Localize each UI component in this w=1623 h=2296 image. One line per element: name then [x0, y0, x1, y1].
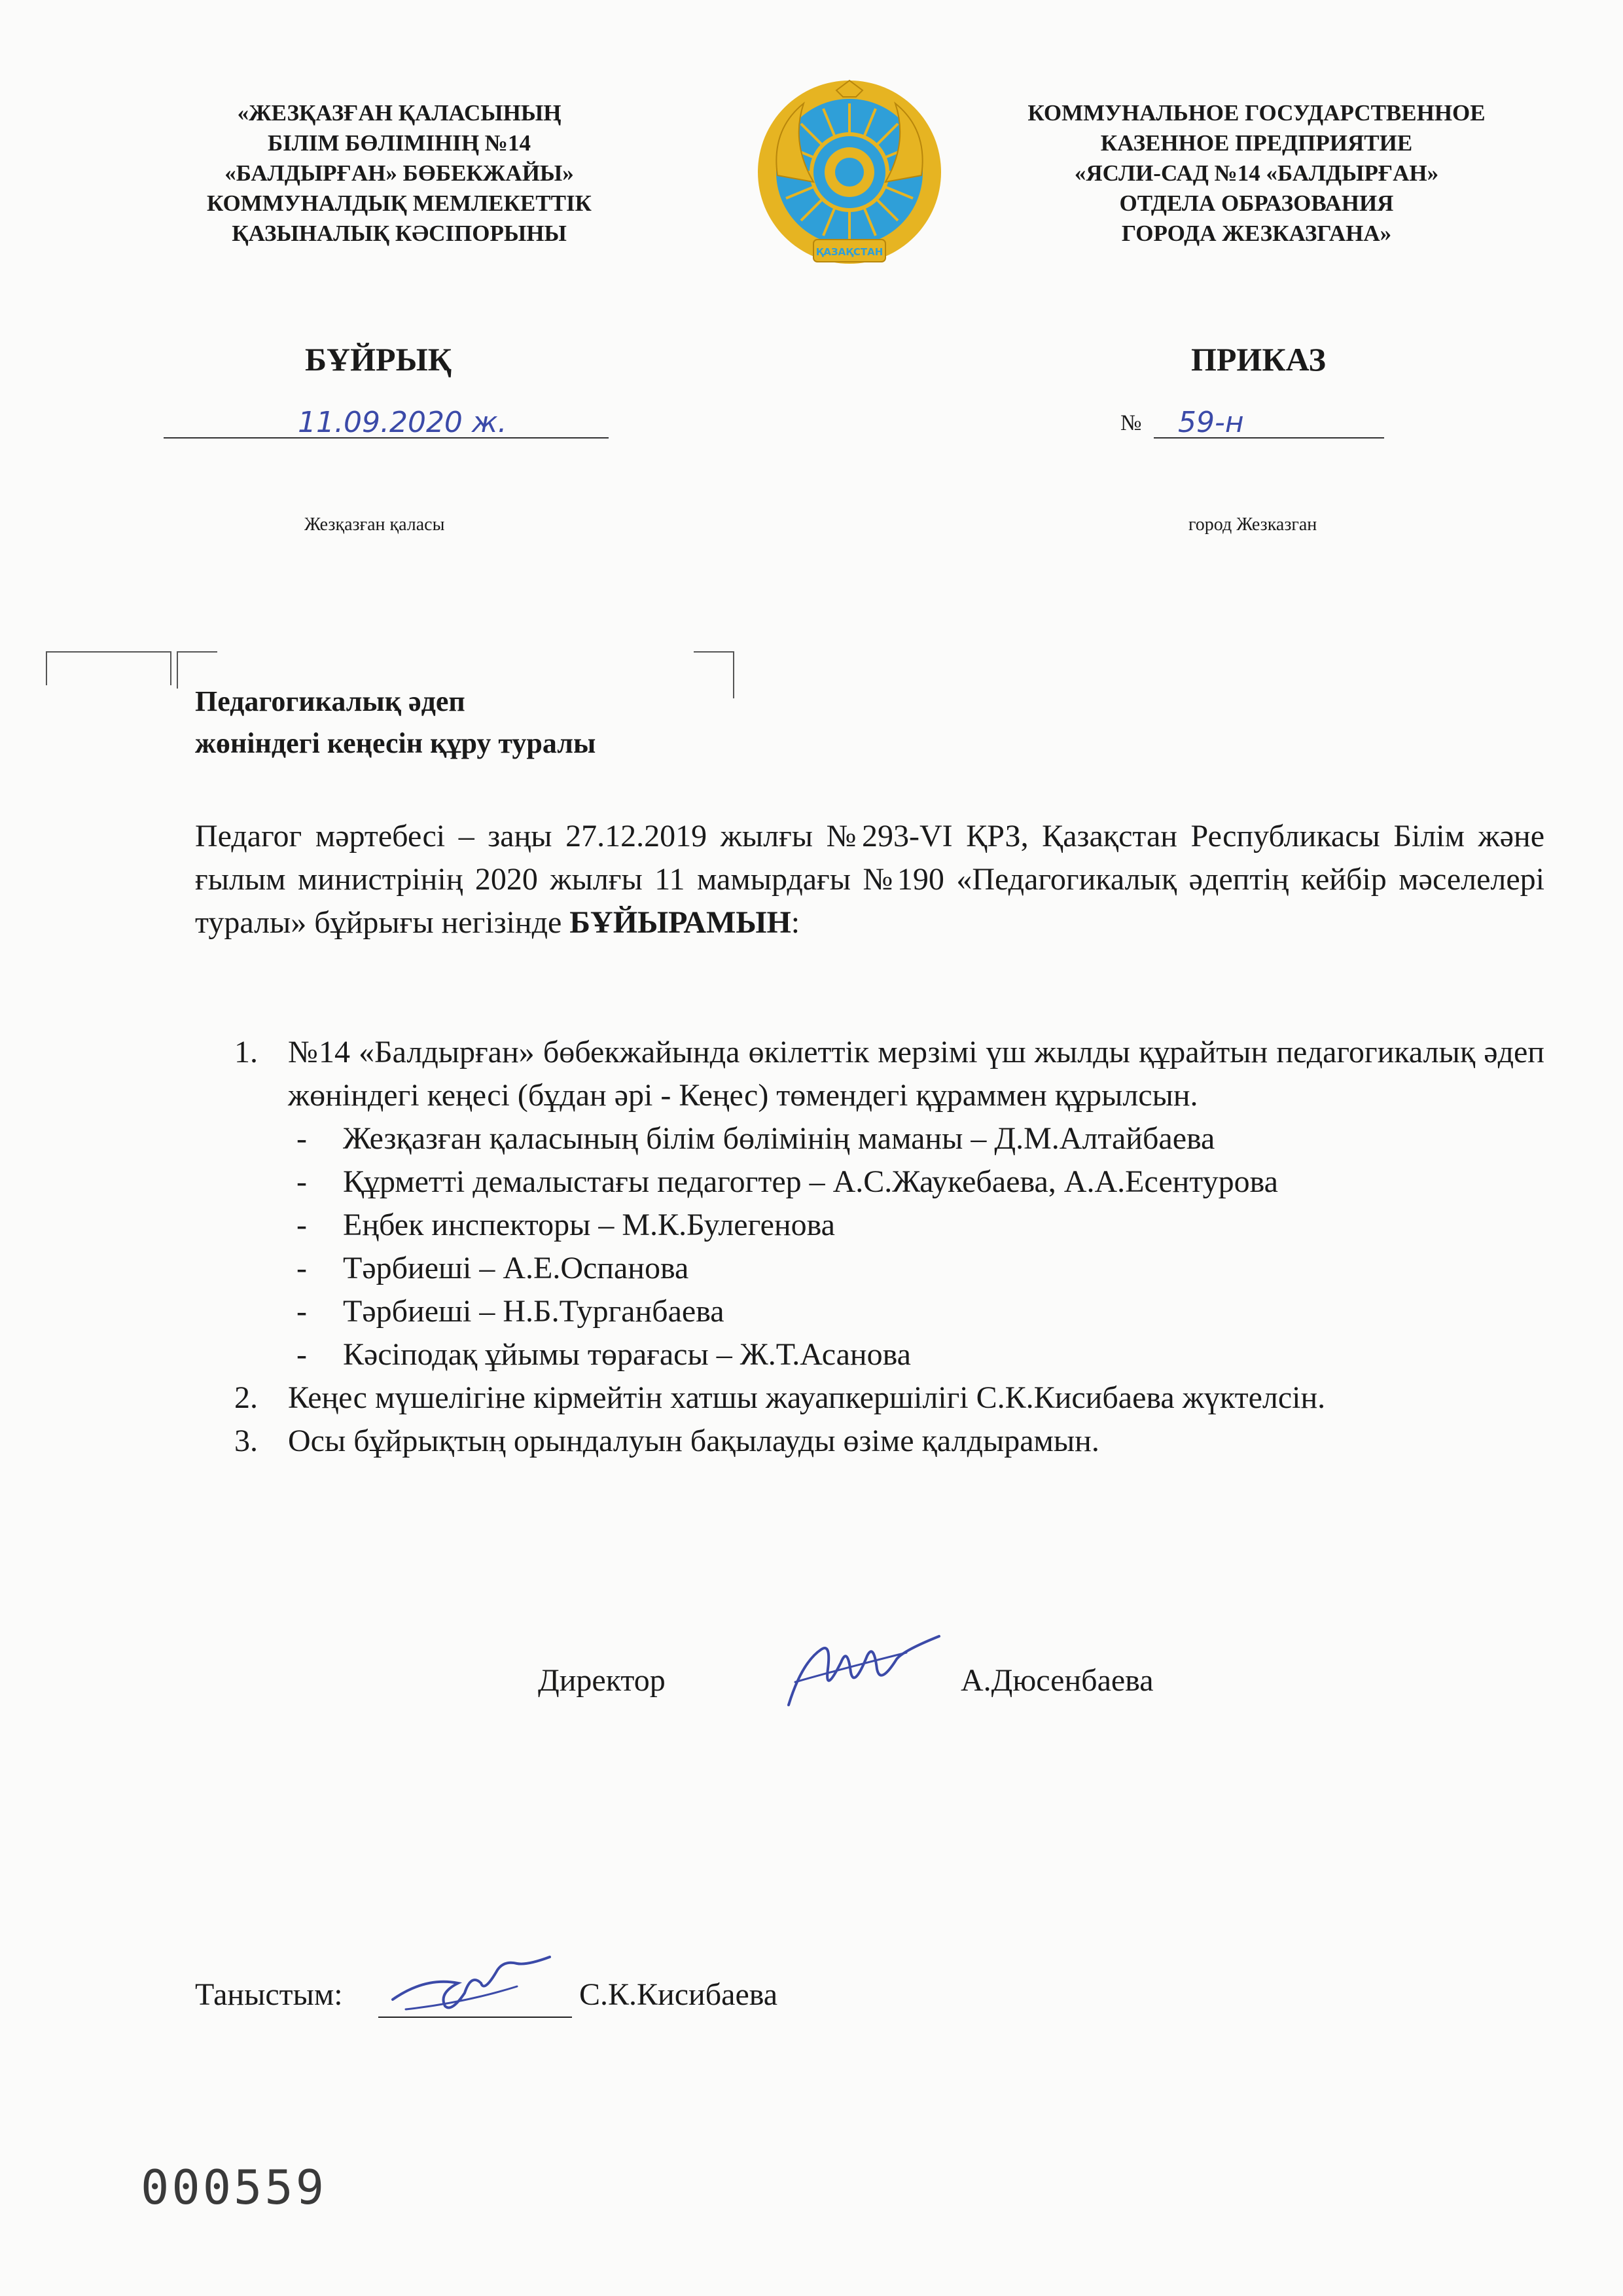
member-item [195, 1160, 1544, 1204]
intro-lead: БҰЙЫРАМЫН [569, 905, 791, 940]
order-number: 59-н [1178, 406, 1244, 439]
header-left-line: КОММУНАЛДЫҚ МЕМЛЕКЕТТІК [207, 190, 592, 216]
header-right-line: ГОРОДА ЖЕЗКАЗГАНА» [1121, 221, 1392, 246]
header-left-line: «ЖЕЗҚАЗҒАН ҚАЛАСЫНЫҢ [237, 100, 562, 126]
place-kz: Жезқазған қаласы [304, 514, 445, 535]
corner-mark [694, 651, 734, 698]
header-right-line: ОТДЕЛА ОБРАЗОВАНИЯ [1119, 190, 1394, 216]
member-text: Құрметті демалыстағы педагогтер – А.С.Жаукебаева, А.А.Есентурова [343, 1164, 1278, 1199]
member-item [195, 1333, 1544, 1376]
item-number: 1. [234, 1035, 258, 1069]
acknowledged-name: С.К.Кисибаева [579, 1977, 778, 2012]
member-text: Кәсіподақ ұйымы төрағасы – Ж.Т.Асанова [343, 1337, 911, 1372]
dash-marker: - [296, 1294, 307, 1329]
doc-type-ru: ПРИКАЗ [1191, 341, 1326, 378]
order-intro [195, 815, 1544, 944]
order-title-line: жөніндегі кеңесін құру туралы [195, 727, 596, 759]
header-left-line: «БАЛДЫРҒАН» БӨБЕКЖАЙЫ» [224, 160, 574, 186]
corner-mark [118, 651, 171, 685]
serial-number: 000559 [141, 2160, 327, 2215]
order-items [195, 1031, 1544, 1463]
emblem-text: ҚАЗАҚСТАН [815, 246, 883, 258]
item-number: 3. [234, 1424, 258, 1458]
item-text: Кеңес мүшелігіне кірмейтін хатшы жауапкершілігі С.К.Кисибаева жүктелсін. [288, 1380, 1326, 1415]
intro-text: Педагог мәртебесі – заңы 27.12.2019 жылғы №293-VI ҚРЗ, Қазақстан Республикасы Білім және ғылым министрінің 2020 жылғы 11 мамырдағы №190 «Педагогикалық әдептің кейбір мәселелері туралы» бұйрығы негізінде [195, 819, 1544, 940]
order-date: 11.09.2020 ж. [298, 406, 507, 439]
member-item [195, 1117, 1544, 1160]
dash-marker: - [296, 1251, 307, 1285]
item-text: Осы бұйрықтың орындалуын бақылауды өзіме қалдырамын. [288, 1424, 1099, 1458]
item-text: №14 «Балдырған» бөбекжайында өкілеттік мерзімі үш жылды құрайтын педагогикалық әдеп жөніндегі кеңесі (бұдан әрі - Кеңес) төмендегі құраммен құрылсын. [288, 1035, 1544, 1113]
member-text: Тәрбиеші – А.Е.Оспанова [343, 1251, 689, 1285]
header-right-line: КОММУНАЛЬНОЕ ГОСУДАРСТВЕННОЕ [1027, 100, 1486, 126]
member-text: Еңбек инспекторы – М.К.Булегенова [343, 1208, 835, 1242]
corner-mark [46, 651, 126, 685]
dash-marker: - [296, 1208, 307, 1242]
number-label: № [1120, 411, 1142, 435]
header-right-line: «ЯСЛИ-САД №14 «БАЛДЫРҒАН» [1074, 160, 1439, 186]
dash-marker: - [296, 1121, 307, 1156]
header-right-line: КАЗЕННОЕ ПРЕДПРИЯТИЕ [1100, 130, 1413, 156]
header-right-org [975, 98, 1538, 249]
director-name: А.Дюсенбаева [961, 1663, 1154, 1698]
member-item [195, 1204, 1544, 1247]
order-title-line: Педагогикалық әдеп [195, 685, 465, 717]
place-ru: город Жезказган [1188, 514, 1317, 535]
acknowledged-signature-icon [386, 1947, 556, 2019]
order-item-1 [195, 1031, 1544, 1117]
order-item-3 [195, 1420, 1544, 1463]
item-number: 2. [234, 1380, 258, 1415]
acknowledged-label: Таныстым: [195, 1977, 343, 2012]
order-item-2 [195, 1376, 1544, 1420]
state-emblem-icon [751, 77, 948, 280]
director-title: Директор [538, 1663, 666, 1698]
header-left-org [151, 98, 648, 249]
director-signature-icon [782, 1623, 942, 1721]
header-left-line: ҚАЗЫНАЛЫҚ КӘСІПОРЫНЫ [232, 221, 567, 246]
intro-colon: : [791, 905, 800, 940]
member-item [195, 1290, 1544, 1333]
dash-marker: - [296, 1164, 307, 1199]
member-item [195, 1247, 1544, 1290]
member-text: Тәрбиеші – Н.Б.Турганбаева [343, 1294, 724, 1329]
doc-type-kz: БҰЙРЫҚ [305, 341, 452, 378]
order-title [195, 681, 596, 764]
member-text: Жезқазған қаласының білім бөлімінің маманы – Д.М.Алтайбаева [343, 1121, 1215, 1156]
dash-marker: - [296, 1337, 307, 1372]
header-left-line: БІЛІМ БӨЛІМІНІҢ №14 [268, 130, 531, 156]
